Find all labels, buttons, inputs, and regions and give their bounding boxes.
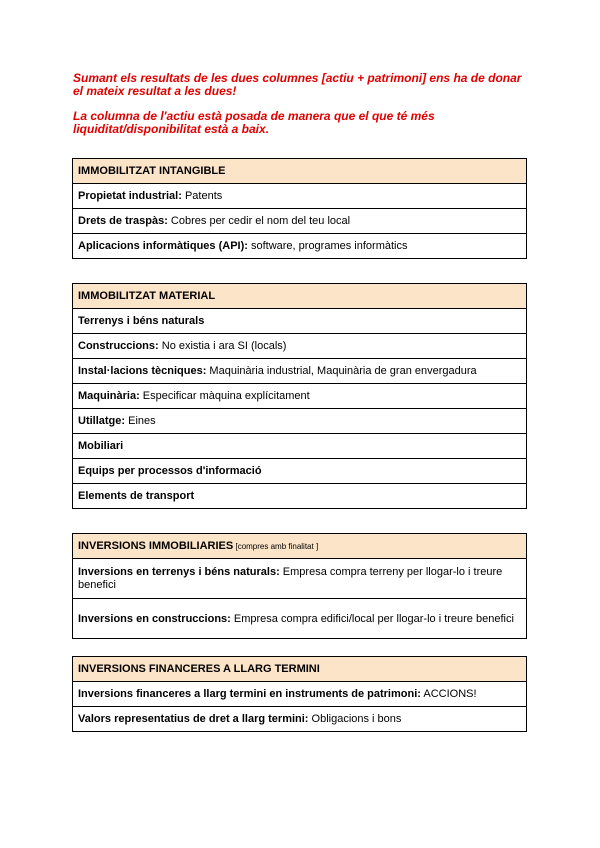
row-label: Terrenys i béns naturals <box>78 314 205 327</box>
row-text: Especificar màquina explícitament <box>139 389 310 402</box>
row-label: Elements de transport <box>78 489 195 502</box>
table-row <box>73 209 527 234</box>
row-text: Cobres per cedir el nom del teu local <box>167 214 351 227</box>
section-header <box>73 159 527 184</box>
row-text: Empresa compra terreny per llogar-lo i treure benefici <box>78 566 503 591</box>
section-inversions-financeres <box>72 656 527 732</box>
table-row <box>73 682 527 707</box>
section-header <box>73 284 527 309</box>
row-label: Inversions financeres a llarg termini en instruments de patrimoni: <box>78 687 421 700</box>
row-text: No existia i ara SI (locals) <box>158 339 287 352</box>
row-label: Drets de traspàs: <box>78 214 168 227</box>
row-text: Patents <box>181 189 223 202</box>
note-sum-columns: Sumant els resultats de les dues columnes [actiu + patrimoni] ens ha de donar el mateix resultat a les dues! <box>73 71 522 98</box>
table-row <box>73 184 527 209</box>
table-row <box>73 559 527 599</box>
section-header <box>73 657 527 682</box>
row-label: Inversions en terrenys i béns naturals: <box>78 566 280 578</box>
section-title: IMMOBILITZAT MATERIAL <box>78 289 216 302</box>
table-row <box>73 359 527 384</box>
table-row <box>73 309 527 334</box>
row-text: Obligacions i bons <box>308 712 402 725</box>
row-label: Mobiliari <box>78 439 124 452</box>
table-row <box>73 334 527 359</box>
section-inversions-immobiliaries <box>72 533 527 639</box>
section-immobilitzat-intangible <box>72 158 527 259</box>
section-title: INVERSIONS IMMOBILIARIES <box>78 539 234 552</box>
row-label: Utillatge: <box>78 414 126 427</box>
row-label: Instal·lacions tècniques: <box>78 364 207 377</box>
table-row <box>73 234 527 259</box>
row-label: Propietat industrial: <box>78 189 182 202</box>
row-label: Maquinària: <box>78 389 140 402</box>
note-liquidity-order: La columna de l'actiu està posada de manera que el que té més liquiditat/disponibilitat està a baix. <box>73 109 435 136</box>
table-row <box>73 409 527 434</box>
row-text: ACCIONS! <box>420 687 477 700</box>
section-title: INVERSIONS FINANCERES A LLARG TERMINI <box>78 662 320 675</box>
section-subtitle: [compres amb finalitat ] <box>233 541 319 551</box>
table-row <box>73 459 527 484</box>
row-text: Maquinària industrial, Maquinària de gran envergadura <box>206 364 477 377</box>
table-row <box>73 434 527 459</box>
row-label: Valors representatius de dret a llarg termini: <box>78 712 309 725</box>
table-row <box>73 484 527 509</box>
row-text: software, programes informàtics <box>247 239 408 252</box>
section-immobilitzat-material <box>72 283 527 509</box>
section-header <box>73 534 527 559</box>
row-label: Aplicacions informàtiques (API): <box>78 239 248 252</box>
row-label: Equips per processos d'informació <box>78 464 262 477</box>
row-text: Eines <box>125 414 156 427</box>
row-text: Empresa compra edifici/local per llogar-lo i treure benefici <box>230 612 514 625</box>
row-label: Construccions: <box>78 339 159 352</box>
table-row <box>73 599 527 639</box>
section-title: IMMOBILITZAT INTANGIBLE <box>78 164 226 177</box>
table-row <box>73 707 527 732</box>
table-row <box>73 384 527 409</box>
row-label: Inversions en construccions: <box>78 612 231 625</box>
